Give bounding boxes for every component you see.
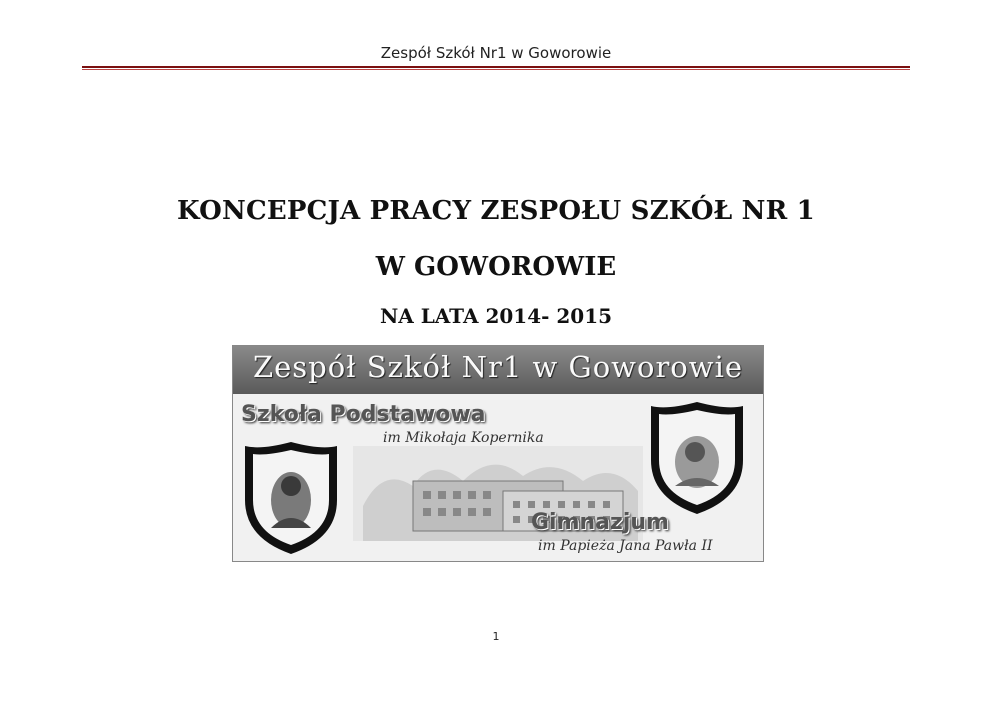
header-rule-thin: [82, 69, 910, 70]
school-crest-right: [647, 398, 747, 518]
page-header: Zespół Szkół Nr1 w Goworowie: [380, 44, 612, 62]
document-title-line3: NA LATA 2014- 2015: [379, 304, 613, 328]
primary-school-patron: im Mikołaja Kopernika: [383, 430, 544, 446]
document-title-line1: KONCEPCJA PRACY ZESPOŁU SZKÓŁ NR 1: [177, 196, 815, 226]
document-title-line2: W GOWOROWIE: [375, 252, 617, 282]
school-banner-image: [232, 345, 764, 562]
page-number: 1: [492, 630, 500, 643]
banner-title: Zespół Szkół Nr1 w Goworowie: [252, 350, 744, 384]
primary-school-name: Szkoła Podstawowa: [241, 402, 486, 427]
header-rule: [82, 66, 910, 68]
school-crest-left: [241, 438, 341, 558]
middle-school-patron: im Papieża Jana Pawła II: [538, 538, 713, 554]
middle-school-name: Gimnazjum: [531, 510, 669, 535]
